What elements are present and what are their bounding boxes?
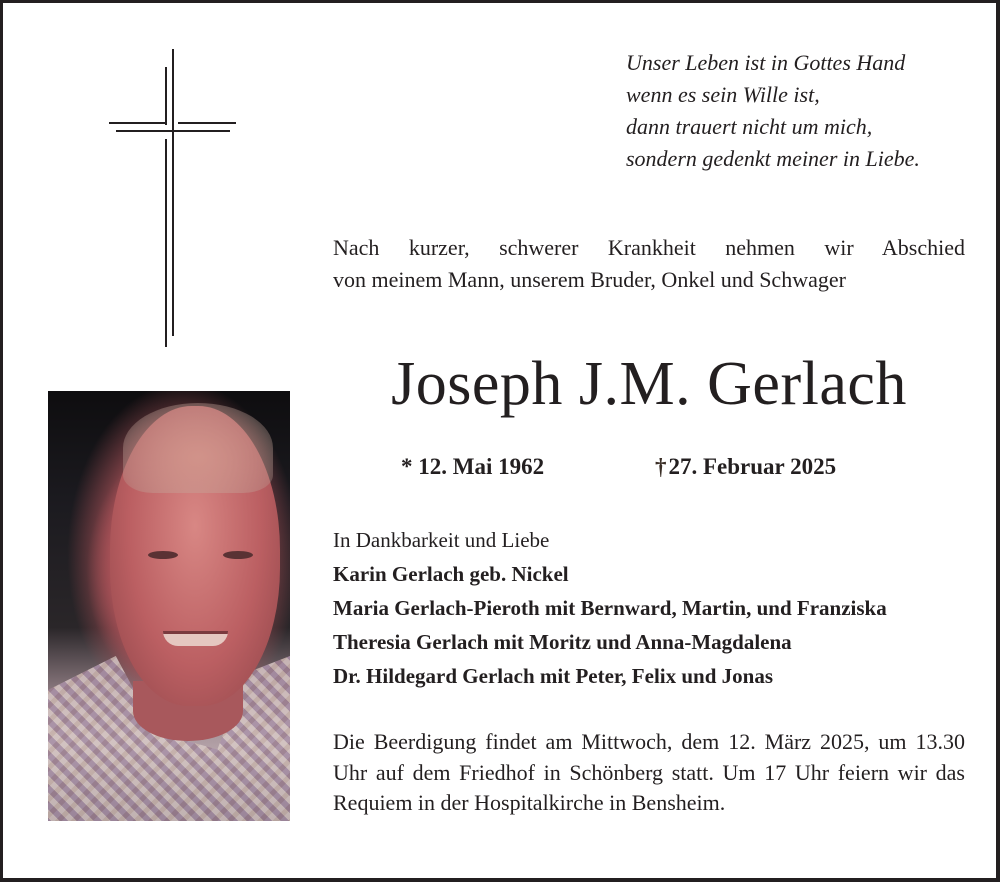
mourners-list bbox=[333, 523, 973, 693]
mourner-name: Dr. Hildegard Gerlach mit Peter, Felix und Jonas bbox=[333, 664, 774, 688]
dagger-icon: † bbox=[655, 454, 667, 479]
photo-eye bbox=[148, 551, 178, 559]
mourner-name: Theresia Gerlach mit Moritz und Anna-Magdalena bbox=[333, 630, 792, 654]
poem-line: sondern gedenkt meiner in Liebe. bbox=[626, 146, 920, 171]
mourner-name: Maria Gerlach-Pieroth mit Bernward, Martin, und Franziska bbox=[333, 596, 887, 620]
intro-text bbox=[333, 232, 965, 296]
deceased-name: Joseph J.M. Gerlach bbox=[391, 350, 907, 418]
poem-verse bbox=[626, 47, 986, 175]
photo-smile bbox=[163, 631, 228, 646]
portrait-photo bbox=[48, 391, 290, 821]
poem-line: Unser Leben ist in Gottes Hand bbox=[626, 50, 906, 75]
poem-line: wenn es sein Wille ist, bbox=[626, 82, 820, 107]
mourners-heading: In Dankbarkeit und Liebe bbox=[333, 528, 550, 552]
death-date: 27. Februar 2025 bbox=[668, 454, 837, 479]
cross-icon bbox=[106, 46, 238, 351]
photo-eye bbox=[223, 551, 253, 559]
death-date-group bbox=[655, 451, 836, 483]
intro-line: Nach kurzer, schwerer Krankheit nehmen wir Abschied bbox=[333, 235, 965, 260]
birth-date: * 12. Mai 1962 bbox=[401, 454, 545, 479]
photo-hair bbox=[123, 403, 273, 493]
funeral-details: Die Beerdigung findet am Mittwoch, dem 12. März 2025, um 13.30 Uhr auf dem Friedhof in Schönberg statt. Um 17 Uhr feiern wir das Requiem in der Hospitalkirche in Bensheim. bbox=[333, 729, 965, 815]
mourner-name: Karin Gerlach geb. Nickel bbox=[333, 562, 569, 586]
obituary-card bbox=[3, 3, 996, 878]
intro-line: von meinem Mann, unserem Bruder, Onkel und Schwager bbox=[333, 267, 846, 292]
poem-line: dann trauert nicht um mich, bbox=[626, 114, 873, 139]
